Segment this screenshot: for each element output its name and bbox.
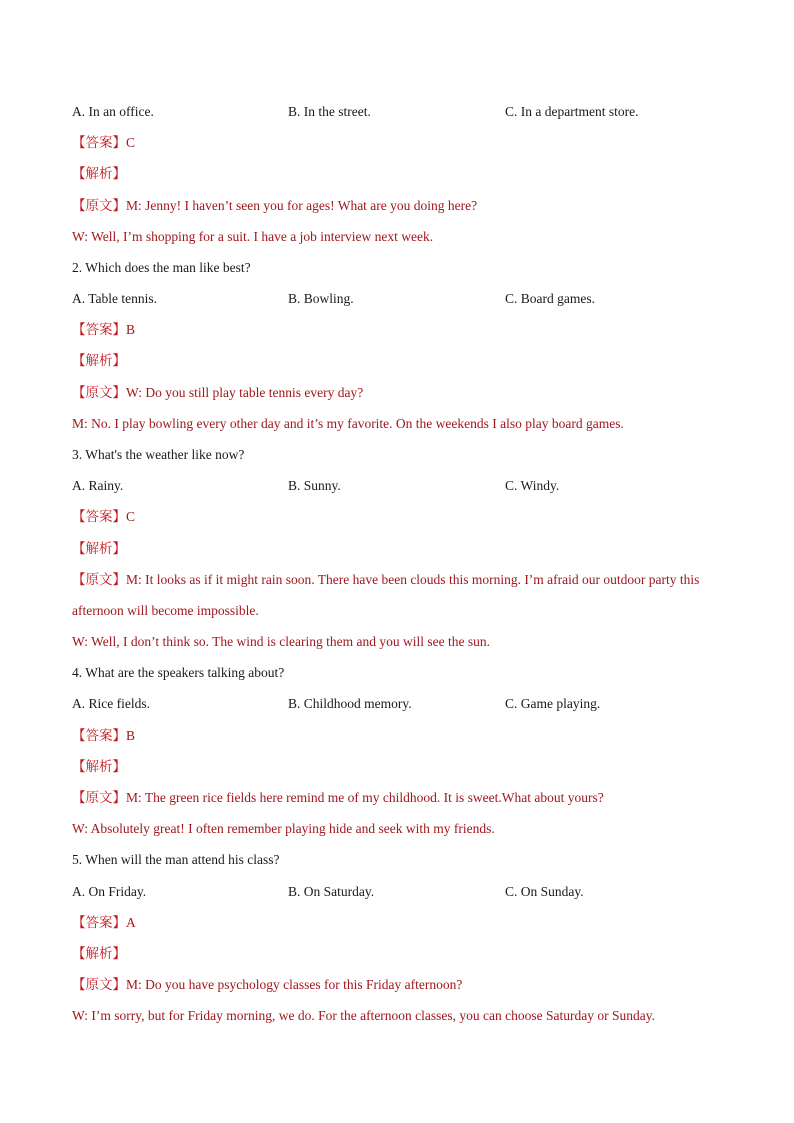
- q3-answer: [72, 508, 135, 526]
- q4-answer: [72, 727, 135, 745]
- q3-script-line-1: [72, 571, 699, 589]
- answer-tag: 【答案】: [72, 509, 126, 524]
- q2-script-line-2: M: No. I play bowling every other day and it’s my favorite. On the weekends I also play board games.: [72, 416, 624, 431]
- q1-script-line-2: W: Well, I’m shopping for a suit. I have a job interview next week.: [72, 229, 434, 244]
- script-tag: 【原文】: [72, 572, 126, 587]
- script-tag: 【原文】: [72, 790, 126, 805]
- q1-option-a: A. In an office.: [72, 104, 154, 119]
- script-text: M: Do you have psychology classes for this Friday afternoon?: [126, 977, 463, 992]
- q4-option-c: C. Game playing.: [505, 696, 601, 711]
- script-tag: 【原文】: [72, 977, 126, 992]
- answer-tag: 【答案】: [72, 728, 126, 743]
- answer-tag: 【答案】: [72, 915, 126, 930]
- script-tag: 【原文】: [72, 198, 126, 213]
- script-tag: 【原文】: [72, 385, 126, 400]
- q5-option-c: C. On Sunday.: [505, 884, 584, 899]
- q4-analysis-tag: 【解析】: [72, 759, 126, 774]
- q2-option-a: A. Table tennis.: [72, 291, 158, 306]
- q5-option-a: A. On Friday.: [72, 884, 147, 899]
- q3-option-b: B. Sunny.: [288, 478, 341, 493]
- q2-option-c: C. Board games.: [505, 291, 595, 306]
- q3-analysis-tag: 【解析】: [72, 541, 126, 556]
- q3-question: 3. What's the weather like now?: [72, 447, 245, 462]
- q5-analysis-tag: 【解析】: [72, 946, 126, 961]
- script-text: W: Do you still play table tennis every day?: [126, 385, 364, 400]
- q3-script-line-2: afternoon will become impossible.: [72, 603, 259, 618]
- q1-answer: [72, 134, 135, 152]
- answer-tag: 【答案】: [72, 322, 126, 337]
- q5-question: 5. When will the man attend his class?: [72, 852, 280, 867]
- answer-tag: 【答案】: [72, 135, 126, 150]
- script-text: M: It looks as if it might rain soon. There have been clouds this morning. I’m afraid our outdoor party this: [126, 572, 700, 587]
- q5-script-line-1: [72, 976, 462, 994]
- script-text: M: Jenny! I haven’t seen you for ages! What are you doing here?: [126, 198, 478, 213]
- script-text: M: The green rice fields here remind me of my childhood. It is sweet.What about yours?: [126, 790, 604, 805]
- q4-option-b: B. Childhood memory.: [288, 696, 412, 711]
- q4-script-line-1: [72, 789, 604, 807]
- q2-answer: [72, 321, 135, 339]
- q3-script-line-3: W: Well, I don’t think so. The wind is clearing them and you will see the sun.: [72, 634, 490, 649]
- q3-option-c: C. Windy.: [505, 478, 560, 493]
- q5-option-b: B. On Saturday.: [288, 884, 375, 899]
- q1-script-line-1: [72, 197, 477, 215]
- q1-analysis-tag: 【解析】: [72, 166, 126, 181]
- q1-option-b: B. In the street.: [288, 104, 371, 119]
- q4-script-line-2: W: Absolutely great! I often remember playing hide and seek with my friends.: [72, 821, 495, 836]
- q3-option-a: A. Rainy.: [72, 478, 124, 493]
- answer-value: A: [126, 915, 136, 930]
- answer-value: B: [126, 728, 136, 743]
- q4-option-a: A. Rice fields.: [72, 696, 150, 711]
- answer-value: C: [126, 135, 136, 150]
- q5-answer: [72, 914, 136, 932]
- answer-value: B: [126, 322, 136, 337]
- q1-option-c: C. In a department store.: [505, 104, 639, 119]
- q2-script-line-1: [72, 384, 363, 402]
- q2-question: 2. Which does the man like best?: [72, 260, 251, 275]
- q4-question: 4. What are the speakers talking about?: [72, 665, 285, 680]
- q5-script-line-2: W: I’m sorry, but for Friday morning, we do. For the afternoon classes, you can choose Saturday or Sunday.: [72, 1008, 655, 1023]
- answer-value: C: [126, 509, 136, 524]
- q2-analysis-tag: 【解析】: [72, 353, 126, 368]
- q2-option-b: B. Bowling.: [288, 291, 354, 306]
